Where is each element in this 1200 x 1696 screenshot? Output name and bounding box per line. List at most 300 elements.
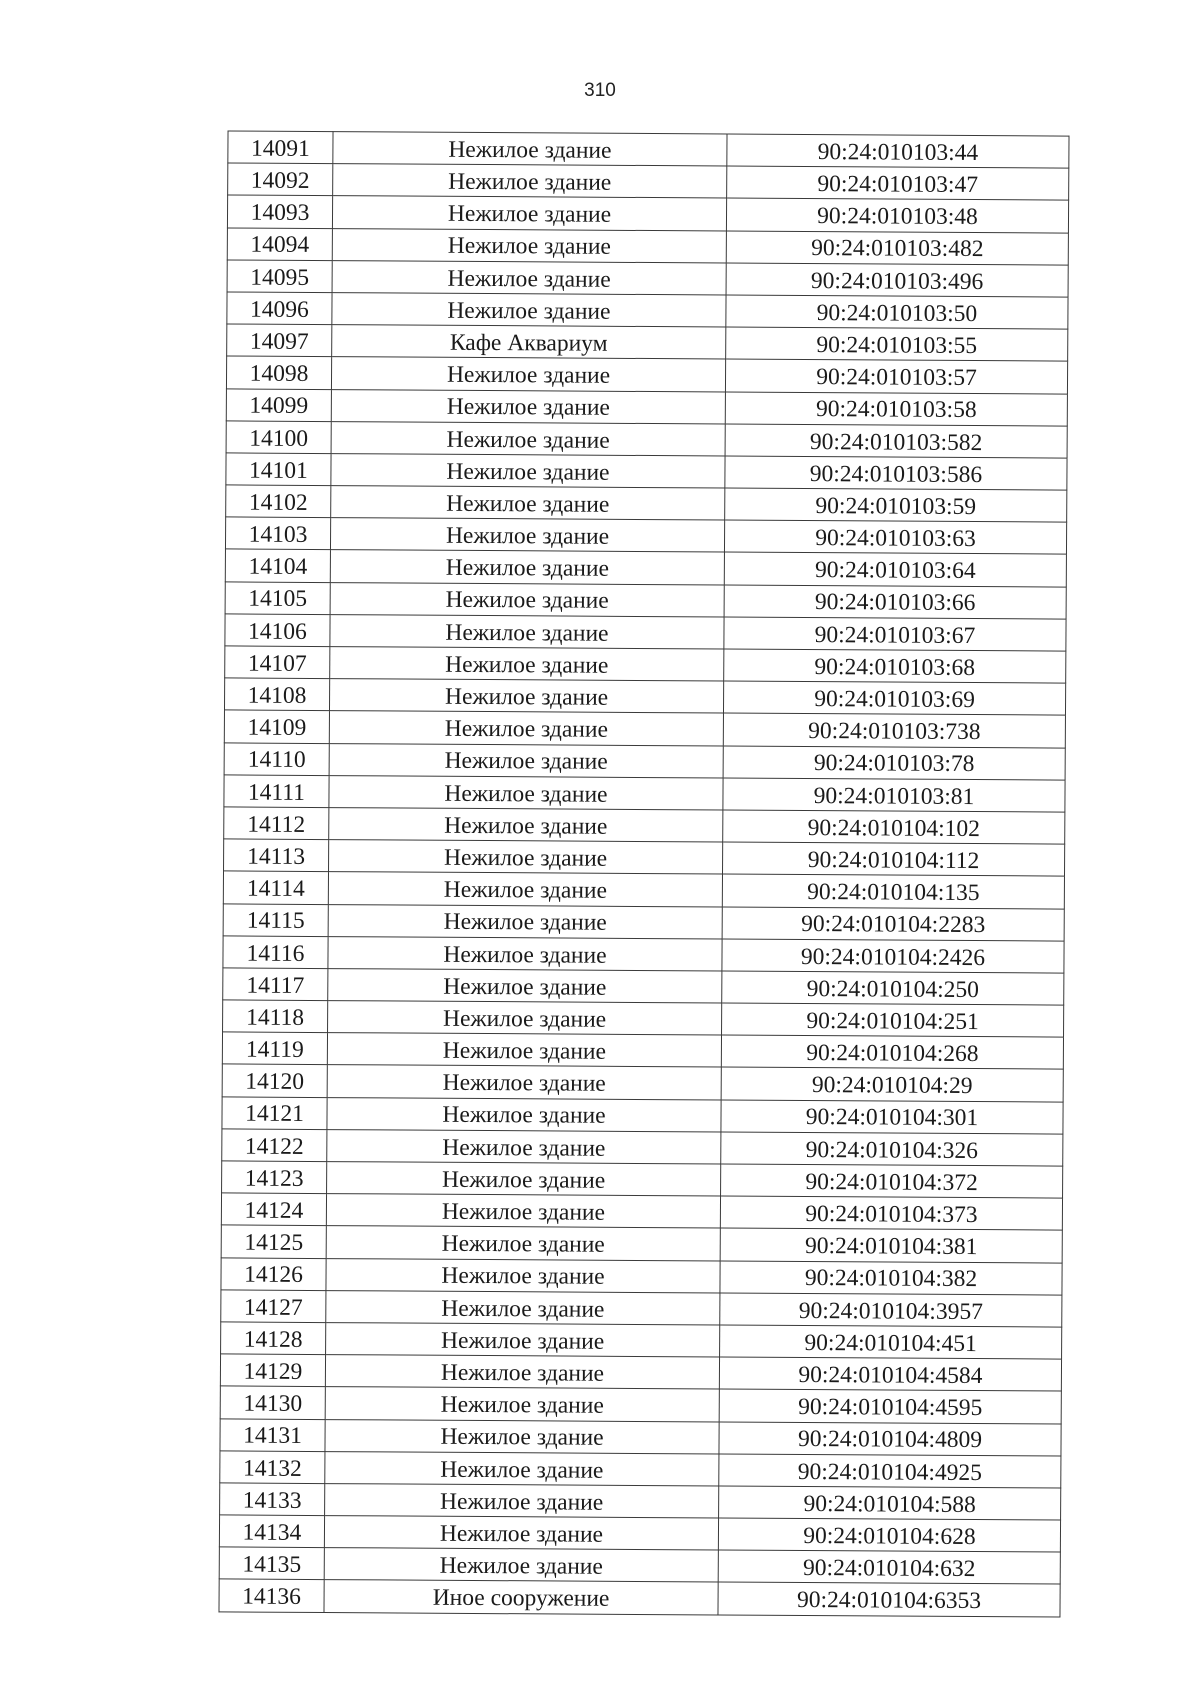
cadastral-number-cell: [719, 1454, 1061, 1488]
object-name-cell-text: Нежилое здание: [442, 1037, 607, 1065]
row-number-cell: [221, 1225, 326, 1258]
cadastral-number-cell-text: 90:24:010103:47: [817, 171, 979, 199]
cadastral-number-cell: [719, 1357, 1061, 1391]
cadastral-number-cell: [726, 263, 1068, 297]
cadastral-number-cell: [725, 456, 1067, 490]
object-name-cell: [333, 164, 727, 199]
row-number-cell: [227, 292, 332, 325]
cadastral-number-cell-text: 90:24:010103:586: [809, 460, 983, 488]
row-number-cell: [221, 1322, 326, 1355]
cadastral-number-cell-text: 90:24:010104:301: [805, 1104, 979, 1132]
row-number-cell-text: 14112: [247, 811, 306, 838]
cadastral-number-cell-text: 90:24:010104:6353: [796, 1587, 982, 1615]
object-name-cell: [326, 1290, 720, 1325]
table-row: [222, 1129, 1063, 1166]
object-name-cell-text: Нежилое здание: [444, 683, 609, 711]
row-number-cell: [221, 1290, 326, 1323]
object-name-cell: [328, 872, 722, 907]
cadastral-number-cell-text: 90:24:010103:68: [814, 653, 976, 681]
row-number-cell: [224, 710, 329, 743]
table-row: [220, 1418, 1061, 1455]
object-name-cell: [329, 679, 723, 714]
cadastral-number-cell-text: 90:24:010104:250: [806, 975, 980, 1003]
cadastral-number-cell-text: 90:24:010103:59: [815, 492, 977, 520]
object-name-cell-text: Нежилое здание: [443, 876, 608, 904]
row-number-cell: [220, 1354, 325, 1387]
object-name-cell: [331, 357, 725, 392]
row-number-cell-text: 14131: [243, 1422, 303, 1450]
table-row: [220, 1354, 1061, 1391]
row-number-cell: [225, 614, 330, 647]
table-row: [226, 356, 1067, 393]
object-name-cell-text: Нежилое здание: [448, 136, 612, 164]
table-row: [221, 1257, 1062, 1294]
table-row: [222, 1032, 1063, 1069]
cadastral-number-cell: [721, 1067, 1063, 1101]
row-number-cell: [226, 421, 331, 454]
row-number-cell-text: 14109: [247, 714, 307, 742]
row-number-cell-text: 14123: [244, 1165, 304, 1192]
row-number-cell-text: 14098: [249, 360, 309, 388]
object-name-cell: [325, 1387, 719, 1422]
object-name-cell-text: Нежилое здание: [444, 812, 608, 840]
object-name-cell: [328, 904, 722, 939]
cadastral-number-cell-text: 90:24:010104:632: [803, 1555, 976, 1583]
object-name-cell-text: Нежилое здание: [446, 490, 610, 518]
cadastral-number-cell-text: 90:24:010103:44: [817, 138, 979, 166]
object-name-cell-text: Нежилое здание: [447, 233, 611, 261]
cadastral-number-cell: [723, 810, 1065, 844]
object-name-cell-text: Нежилое здание: [442, 1070, 606, 1098]
row-number-cell: [223, 903, 328, 936]
row-number-cell-text: 14124: [244, 1197, 304, 1224]
cadastral-number-cell: [722, 874, 1064, 908]
cadastral-number-cell: [725, 391, 1067, 425]
row-number-cell: [224, 839, 329, 872]
cadastral-number-cell-text: 90:24:010104:381: [804, 1233, 978, 1261]
cadastral-number-cell: [724, 585, 1066, 619]
object-name-cell: [333, 132, 727, 167]
row-number-cell-text: 14125: [244, 1229, 304, 1257]
object-name-cell: [331, 421, 725, 456]
table-row: [221, 1290, 1062, 1327]
cadastral-number-cell: [723, 778, 1065, 812]
object-name-cell-text: Нежилое здание: [441, 1230, 605, 1258]
cadastral-number-cell: [718, 1582, 1060, 1616]
object-name-cell: [326, 1194, 720, 1229]
object-name-cell: [327, 1065, 721, 1100]
row-number-cell-text: 14116: [246, 940, 305, 967]
object-name-cell-text: Нежилое здание: [446, 458, 610, 486]
object-name-cell: [331, 389, 725, 424]
object-name-cell: [325, 1451, 719, 1486]
row-number-cell: [223, 871, 328, 904]
row-number-cell-text: 14093: [250, 199, 310, 227]
table-row: [225, 549, 1066, 586]
row-number-cell: [221, 1257, 326, 1290]
row-number-cell: [224, 678, 329, 711]
row-number-cell-text: 14100: [249, 425, 309, 452]
table-row: [222, 1097, 1063, 1134]
object-name-cell: [332, 293, 726, 328]
cadastral-number-cell: [725, 359, 1067, 393]
row-number-cell-text: 14135: [242, 1551, 302, 1579]
object-name-cell: [327, 1162, 721, 1197]
object-name-cell-text: Нежилое здание: [447, 201, 612, 229]
table-row: [227, 292, 1068, 329]
cadastral-number-cell-text: 90:24:010104:135: [807, 879, 980, 907]
object-name-cell: [328, 1001, 722, 1036]
table-row: [225, 582, 1066, 619]
cadastral-number-cell-text: 90:24:010103:582: [809, 428, 983, 456]
row-number-cell-text: 14110: [247, 746, 306, 774]
object-name-cell: [330, 550, 724, 585]
object-name-cell: [326, 1258, 720, 1293]
object-name-cell: [325, 1355, 719, 1390]
object-name-cell: [329, 775, 723, 810]
row-number-cell-text: 14103: [248, 521, 308, 549]
object-name-cell-text: Нежилое здание: [439, 1520, 604, 1548]
object-name-cell: [330, 614, 724, 649]
object-name-cell: [332, 228, 726, 263]
row-number-cell-text: 14115: [246, 907, 305, 935]
cadastral-number-cell: [720, 1293, 1062, 1327]
object-name-cell: [326, 1226, 720, 1261]
cadastral-number-cell: [727, 166, 1069, 200]
cadastral-number-cell-text: 90:24:010103:69: [814, 686, 975, 714]
cadastral-number-cell: [720, 1228, 1062, 1262]
row-number-cell: [222, 1161, 327, 1194]
cadastral-number-cell: [720, 1196, 1062, 1230]
row-number-cell-text: 14113: [247, 843, 306, 870]
row-number-cell: [223, 936, 328, 969]
table-row: [225, 517, 1066, 554]
cadastral-number-cell-text: 90:24:010103:57: [816, 364, 977, 392]
object-name-cell: [329, 808, 723, 843]
registry-table-body: [219, 131, 1069, 1617]
object-name-cell: [331, 486, 725, 521]
cadastral-number-cell: [726, 198, 1068, 232]
row-number-cell-text: 14095: [250, 264, 310, 291]
object-name-cell: [327, 1033, 721, 1068]
row-number-cell: [224, 807, 329, 840]
object-name-cell: [328, 968, 722, 1003]
cadastral-number-cell: [720, 1325, 1062, 1359]
object-name-cell: [331, 453, 725, 488]
table-row: [227, 195, 1068, 232]
row-number-cell: [226, 388, 331, 421]
cadastral-number-cell-text: 90:24:010104:268: [806, 1040, 979, 1068]
row-number-cell: [225, 582, 330, 615]
cadastral-number-cell-text: 90:24:010103:48: [817, 203, 978, 231]
cadastral-number-cell: [724, 649, 1066, 683]
page-number: 310: [584, 80, 616, 101]
row-number-cell-text: 14107: [247, 650, 307, 677]
table-row: [227, 324, 1068, 361]
row-number-cell-text: 14094: [250, 231, 310, 259]
row-number-cell: [228, 163, 333, 196]
object-name-cell: [329, 743, 723, 778]
row-number-cell: [227, 195, 332, 228]
object-name-cell-text: Нежилое здание: [444, 748, 608, 776]
cadastral-number-cell: [718, 1518, 1060, 1552]
row-number-cell-text: 14126: [244, 1261, 303, 1289]
cadastral-number-cell-text: 90:24:010103:66: [814, 589, 976, 617]
object-name-cell-text: Нежилое здание: [441, 1295, 605, 1323]
table-row: [223, 1000, 1064, 1037]
cadastral-number-cell-text: 90:24:010103:496: [810, 267, 984, 295]
object-name-cell-text: Нежилое здание: [445, 555, 610, 583]
cadastral-number-cell-text: 90:24:010104:251: [806, 1007, 979, 1035]
row-number-cell-text: 14102: [248, 489, 308, 516]
table-row: [224, 807, 1065, 844]
object-name-cell-text: Нежилое здание: [441, 1263, 605, 1291]
row-number-cell-text: 14096: [249, 296, 309, 323]
object-name-cell-text: Нежилое здание: [447, 265, 611, 293]
cadastral-number-cell: [722, 1003, 1064, 1037]
table-row: [226, 421, 1067, 458]
object-name-cell-text: Нежилое здание: [443, 844, 608, 872]
row-number-cell: [225, 646, 330, 679]
table-row: [226, 388, 1067, 425]
table-row: [223, 871, 1064, 908]
row-number-cell-text: 14101: [249, 457, 308, 484]
row-number-cell: [222, 1064, 327, 1097]
cadastral-number-cell: [721, 1035, 1063, 1069]
table-row: [224, 839, 1065, 876]
cadastral-number-cell-text: 90:24:010104:4595: [798, 1394, 983, 1422]
cadastral-number-cell-text: 90:24:010104:382: [804, 1265, 978, 1293]
cadastral-number-cell-text: 90:24:010103:63: [815, 525, 976, 553]
row-number-cell-text: 14132: [242, 1455, 302, 1482]
object-name-cell-text: Нежилое здание: [446, 426, 610, 454]
table-row: [228, 163, 1069, 200]
object-name-cell: [332, 325, 726, 360]
row-number-cell: [228, 131, 333, 164]
cadastral-number-cell: [724, 520, 1066, 554]
object-name-cell-text: Нежилое здание: [445, 587, 609, 615]
row-number-cell-text: 14134: [242, 1519, 302, 1546]
table-row: [222, 1064, 1063, 1101]
object-name-cell-text: Нежилое здание: [445, 651, 609, 679]
cadastral-number-cell: [725, 424, 1067, 458]
object-name-cell: [328, 936, 722, 971]
object-name-cell-text: Нежилое здание: [442, 1005, 607, 1033]
cadastral-number-cell-text: 90:24:010104:4584: [798, 1361, 983, 1390]
object-name-cell: [330, 582, 724, 617]
cadastral-number-cell-text: 90:24:010104:112: [807, 846, 980, 875]
cadastral-number-cell: [718, 1550, 1060, 1584]
cadastral-number-cell: [723, 681, 1065, 715]
table-row: [220, 1483, 1061, 1520]
row-number-cell: [226, 453, 331, 486]
cadastral-number-cell: [719, 1421, 1061, 1455]
cadastral-number-cell: [722, 971, 1064, 1005]
row-number-cell-text: 14097: [249, 328, 309, 355]
table-row: [226, 485, 1067, 522]
object-name-cell: [324, 1580, 718, 1615]
row-number-cell: [219, 1579, 324, 1612]
row-number-cell-text: 14122: [244, 1133, 304, 1160]
row-number-cell-text: 14128: [243, 1326, 303, 1353]
row-number-cell-text: 14130: [243, 1390, 303, 1418]
table-row: [227, 260, 1068, 297]
row-number-cell-text: 14111: [247, 779, 306, 806]
row-number-cell-text: 14136: [242, 1583, 302, 1611]
table-row: [223, 903, 1064, 940]
row-number-cell-text: 14118: [246, 1004, 305, 1031]
object-name-cell-text: Нежилое здание: [440, 1456, 604, 1484]
row-number-cell-text: 14106: [248, 618, 307, 645]
object-name-cell-text: Нежилое здание: [447, 297, 611, 325]
cadastral-number-cell-text: 90:24:010103:55: [816, 332, 978, 359]
row-number-cell: [226, 356, 331, 389]
cadastral-number-cell-text: 90:24:010103:64: [814, 557, 976, 585]
cadastral-number-cell: [722, 906, 1064, 940]
cadastral-number-cell-text: 90:24:010104:451: [804, 1329, 977, 1357]
cadastral-number-cell-text: 90:24:010104:2426: [800, 943, 986, 971]
cadastral-number-cell: [724, 617, 1066, 651]
object-name-cell: [324, 1548, 718, 1583]
object-name-cell-text: Нежилое здание: [446, 361, 611, 389]
cadastral-number-cell-text: 90:24:010104:372: [805, 1168, 978, 1196]
row-number-cell: [222, 1097, 327, 1130]
row-number-cell: [220, 1483, 325, 1516]
table-row: [224, 710, 1065, 747]
object-name-cell-text: Нежилое здание: [443, 973, 607, 1001]
cadastral-number-cell: [723, 746, 1065, 780]
cadastral-number-cell: [727, 134, 1069, 168]
cadastral-number-cell: [721, 1100, 1063, 1134]
cadastral-number-cell-text: 90:24:010104:4809: [797, 1426, 983, 1454]
table-row: [220, 1451, 1061, 1488]
object-name-cell-text: Нежилое здание: [442, 1134, 606, 1162]
row-number-cell: [220, 1386, 325, 1419]
object-name-cell: [324, 1516, 718, 1551]
cadastral-number-cell: [726, 295, 1068, 329]
cadastral-number-cell-text: 90:24:010103:78: [813, 750, 975, 778]
table-row: [221, 1225, 1062, 1262]
table-row: [227, 228, 1068, 265]
object-name-cell-text: Нежилое здание: [440, 1488, 604, 1516]
table-row: [219, 1515, 1060, 1552]
cadastral-number-cell-text: 90:24:010103:50: [816, 299, 978, 327]
cadastral-number-cell-text: 90:24:010103:81: [813, 782, 975, 810]
object-name-cell: [330, 647, 724, 682]
row-number-cell: [225, 517, 330, 550]
row-number-cell-text: 14092: [250, 167, 310, 194]
row-number-cell: [220, 1451, 325, 1484]
object-name-cell: [326, 1323, 720, 1358]
cadastral-number-cell-text: 90:24:010103:738: [808, 718, 981, 746]
object-name-cell: [330, 518, 724, 553]
object-name-cell: [329, 711, 723, 746]
row-number-cell-text: 14104: [248, 553, 308, 581]
table-row: [224, 775, 1065, 812]
cadastral-number-cell: [722, 939, 1064, 973]
cadastral-number-cell: [726, 327, 1068, 361]
object-name-cell-text: Нежилое здание: [441, 1198, 606, 1226]
cadastral-number-cell: [720, 1261, 1062, 1295]
object-name-cell: [327, 1129, 721, 1164]
row-number-cell-text: 14117: [246, 972, 305, 999]
cadastral-number-cell: [724, 552, 1066, 586]
row-number-cell-text: 14099: [249, 392, 309, 420]
row-number-cell: [226, 485, 331, 518]
row-number-cell: [219, 1547, 324, 1580]
object-name-cell-text: Нежилое здание: [444, 780, 608, 808]
cadastral-number-cell: [726, 231, 1068, 265]
object-name-cell-text: Нежилое здание: [440, 1359, 605, 1387]
table-row: [228, 131, 1069, 168]
row-number-cell: [227, 324, 332, 357]
cadastral-number-cell-text: 90:24:010104:4925: [797, 1458, 982, 1486]
row-number-cell: [227, 228, 332, 261]
object-name-cell: [332, 260, 726, 295]
object-name-cell: [332, 196, 726, 231]
cadastral-number-cell: [721, 1164, 1063, 1198]
cadastral-number-cell-text: 90:24:010104:29: [811, 1072, 973, 1100]
object-name-cell-text: Нежилое здание: [441, 1327, 605, 1355]
object-name-cell-text: Нежилое здание: [443, 909, 607, 937]
cadastral-number-cell-text: 90:24:010103:58: [815, 396, 977, 424]
row-number-cell: [219, 1515, 324, 1548]
table-row: [219, 1547, 1060, 1584]
object-name-cell-text: Нежилое здание: [440, 1424, 604, 1452]
object-name-cell: [329, 840, 723, 875]
table-row: [220, 1386, 1061, 1423]
object-name-cell-text: Нежилое здание: [448, 168, 612, 196]
row-number-cell-text: 14119: [245, 1036, 304, 1064]
object-name-cell-text: Кафе Аквариум: [449, 329, 608, 357]
row-number-cell-text: 14121: [245, 1101, 304, 1128]
object-name-cell: [325, 1483, 719, 1518]
table-row: [226, 453, 1067, 490]
table-row: [225, 614, 1066, 651]
row-number-cell: [225, 549, 330, 582]
cadastral-number-cell: [725, 488, 1067, 522]
cadastral-number-cell-text: 90:24:010104:2283: [801, 911, 986, 939]
table-row: [225, 646, 1066, 683]
cadastral-number-cell-text: 90:24:010104:588: [803, 1490, 976, 1518]
row-number-cell-text: 14129: [243, 1358, 303, 1385]
cadastral-number-cell: [721, 1132, 1063, 1166]
row-number-cell: [222, 1129, 327, 1162]
table-row: [223, 936, 1064, 973]
cadastral-number-cell: [722, 842, 1064, 876]
row-number-cell: [227, 260, 332, 293]
cadastral-number-cell-text: 90:24:010104:628: [803, 1522, 976, 1550]
table-row: [221, 1193, 1062, 1230]
cadastral-number-cell-text: 90:24:010104:326: [805, 1136, 979, 1164]
object-name-cell-text: Иное сооружение: [432, 1585, 610, 1613]
cadastral-number-cell: [719, 1486, 1061, 1520]
object-name-cell: [327, 1097, 721, 1132]
cadastral-number-cell-text: 90:24:010103:67: [814, 621, 976, 649]
object-name-cell-text: Нежилое здание: [439, 1552, 603, 1580]
table-row: [224, 742, 1065, 779]
table-row: [223, 968, 1064, 1005]
row-number-cell: [221, 1193, 326, 1226]
object-name-cell-text: Нежилое здание: [446, 394, 610, 422]
object-name-cell-text: Нежилое здание: [442, 1102, 606, 1130]
row-number-cell-text: 14105: [248, 586, 308, 613]
row-number-cell: [223, 968, 328, 1001]
row-number-cell-text: 14133: [242, 1487, 302, 1514]
row-number-cell-text: 14127: [243, 1294, 303, 1321]
object-name-cell-text: Нежилое здание: [441, 1166, 606, 1194]
row-number-cell-text: 14108: [247, 682, 307, 709]
